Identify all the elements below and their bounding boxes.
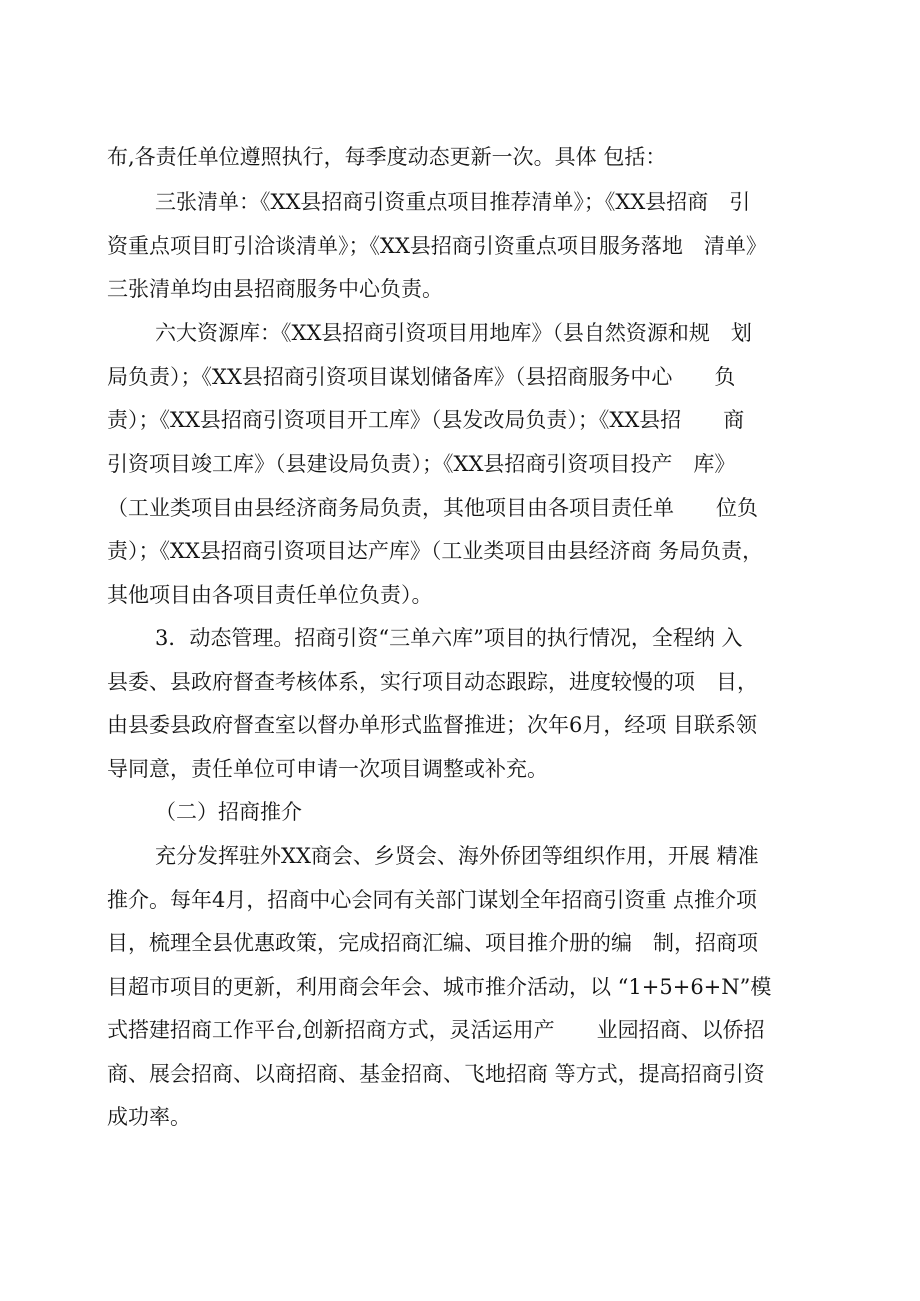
section-heading-2: （二）招商推介 [155,800,302,824]
text-line-7: 责）；《XX县招商引资项目开工库》（县发改局负责）；《XX县招 商 [107,408,745,432]
text-line-8: 引资项目竣工库》（县建设局负责）；《XX县招商引资项目投产 库》 [107,452,736,476]
text-line-21: 式搭建招商工作平台,创新招商方式，灵活运用产 业园招商、以侨招 [107,1018,765,1042]
text-line-14: 由县委县政府督查室以督办单形式监督推进；次年6月，经项 目联系领 [107,713,758,737]
text-line-2: 三张清单：《XX县招商引资重点项目推荐清单》；《XX县招商 引 [155,190,751,214]
text-line-5: 六大资源库：《XX县招商引资项目用地库》（县自然资源和规 划 [155,321,752,345]
text-line-19: 目，梳理全县优惠政策，完成招商汇编、项目推介册的编 制，招商项 [107,931,758,955]
text-line-6: 局负责）；《XX县招商引资项目谋划储备库》（县招商服务中心 负 [107,365,736,389]
text-line-20: 目超市项目的更新，利用商会年会、城市推介活动，以 “1+5+6+N”模 [107,975,772,999]
text-line-11: 其他项目由各项目责任单位负责）。 [107,583,433,607]
text-line-9: （工业类项目由县经济商务局负责，其他项目由各项目责任单 位负 [107,496,758,520]
text-line-1: 布,各责任单位遵照执行，每季度动态更新一次。具体 包括： [107,145,667,169]
text-line-17: 充分发挥驻外XX商会、乡贤会、海外侨团等组织作用，开展 精准 [155,844,759,868]
text-line-13: 县委、县政府督查考核体系，实行项目动态跟踪，进度较慢的项 目， [107,670,758,694]
text-line-15: 导同意，责任单位可申请一次项目调整或补充。 [107,757,548,781]
text-line-23: 成功率。 [107,1105,191,1129]
text-line-4: 三张清单均由县招商服务中心负责。 [107,277,443,301]
text-line-3: 资重点项目盯引洽谈清单》；《XX县招商引资重点项目服务落地 清单》 [107,234,767,258]
text-line-18: 推介。每年4月，招商中心会同有关部门谋划全年招商引资重 点推介项 [107,888,758,912]
text-line-12: 3．动态管理。招商引资“三单六库”项目的执行情况，全程纳 入 [155,626,743,650]
text-line-10: 责）；《XX县招商引资项目达产库》（工业类项目由县经济商 务局负责， [107,539,764,563]
text-line-22: 商、展会招商、以商招商、基金招商、飞地招商 等方式，提高招商引资 [107,1062,765,1086]
